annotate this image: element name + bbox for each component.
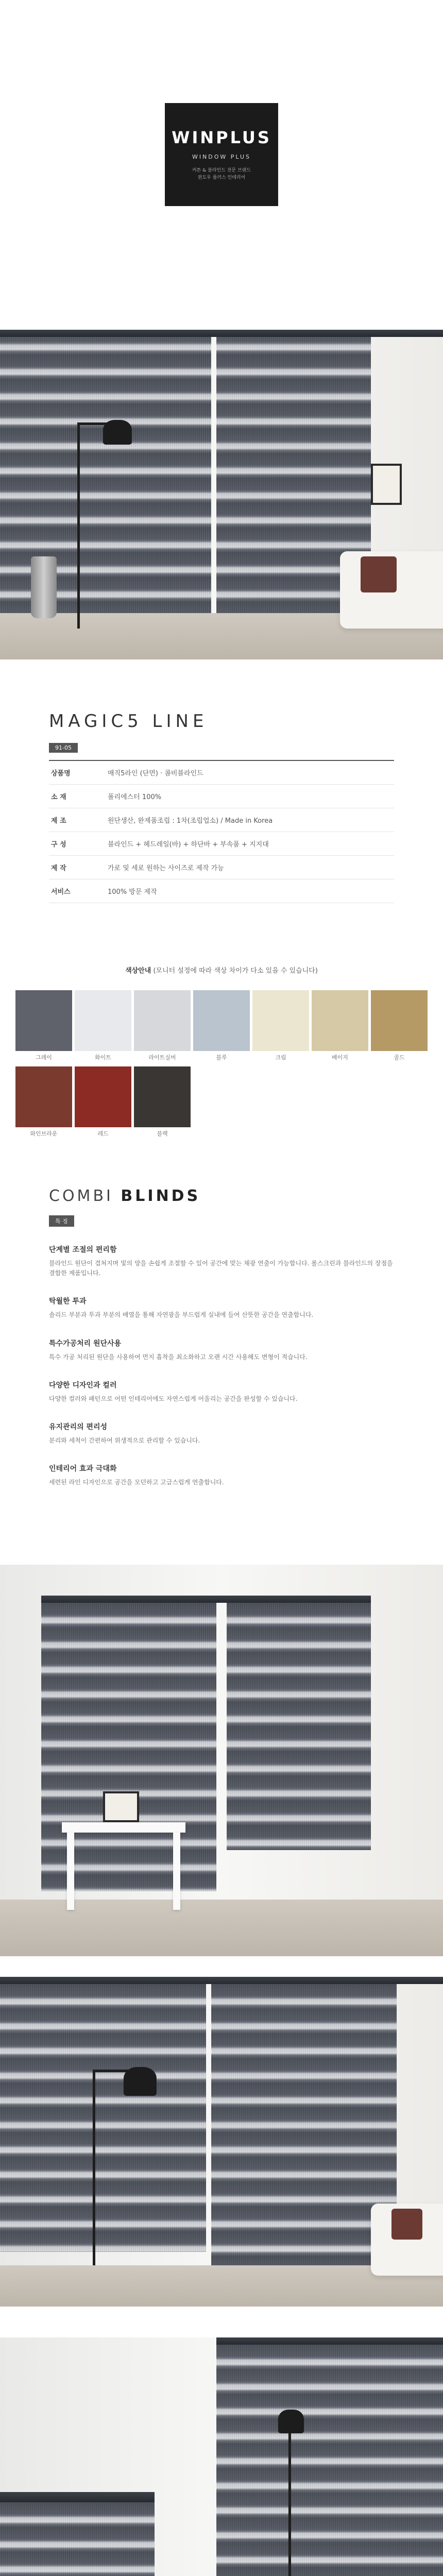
feature-text: 세련된 라인 디자인으로 공간을 모던하고 고급스럽게 연출합니다. xyxy=(49,1479,224,1486)
color-chip xyxy=(193,990,250,1051)
feature-item xyxy=(49,1421,394,1446)
color-chip xyxy=(15,990,72,1051)
feature-item xyxy=(49,1244,394,1278)
blind-image xyxy=(227,1603,371,1850)
color-swatch xyxy=(193,990,250,1064)
lamp-icon xyxy=(124,2067,157,2096)
spec-value: 100% 방문 제작 xyxy=(106,879,394,903)
combi-title-bold: BLINDS xyxy=(121,1187,201,1205)
color-name: 라이트실버 xyxy=(148,1054,176,1061)
spec-row xyxy=(49,879,394,903)
feature-list xyxy=(49,1244,394,1487)
colors-note: (모니터 설정에 따라 색상 차이가 다소 있을 수 있습니다) xyxy=(153,967,318,975)
feature-heading: 탁월한 투과 xyxy=(49,1297,87,1306)
feature-text: 다양한 컬러와 패턴으로 어떤 인테리어에도 자연스럽게 어울리는 공간을 완성할 수 있습니다. xyxy=(49,1395,298,1402)
color-chip xyxy=(252,990,309,1051)
feature-text: 분리와 세척이 간편하여 위생적으로 관리할 수 있습니다. xyxy=(49,1436,200,1444)
color-chip xyxy=(312,990,368,1051)
combi-section xyxy=(0,1187,443,1487)
color-name: 베이지 xyxy=(332,1054,348,1061)
color-swatch xyxy=(252,990,309,1064)
spec-row xyxy=(49,760,394,785)
feature-item xyxy=(49,1296,394,1320)
color-swatch xyxy=(75,990,131,1064)
color-name: 와인브라운 xyxy=(30,1130,58,1137)
color-chip xyxy=(134,1066,191,1127)
color-name: 화이트 xyxy=(95,1054,111,1061)
color-chip xyxy=(371,990,428,1051)
color-swatch xyxy=(75,1066,131,1141)
blind-image xyxy=(216,2345,443,2576)
spec-value: 폴리에스터 100% xyxy=(106,785,394,808)
spec-value: 원단생산, 완제품조립 : 1차(조립업소) / Made in Korea xyxy=(106,808,394,832)
spec-key: 구 성 xyxy=(49,832,106,856)
color-swatch xyxy=(15,1066,72,1141)
lamp-icon xyxy=(103,420,132,445)
spec-key: 서비스 xyxy=(49,879,106,903)
detail-photo xyxy=(0,2337,443,2576)
feature-text: 특수 가공 처리된 원단을 사용하여 먼지 흡착을 최소화하고 오랜 시간 사용해도 변형이 적습니다. xyxy=(49,1353,308,1361)
color-swatch xyxy=(134,1066,191,1141)
blind-image xyxy=(0,1984,206,2252)
feature-item xyxy=(49,1338,394,1362)
product-info xyxy=(0,711,443,903)
brand-desc-line2: 윈도우 플러스 인테리어 xyxy=(197,175,246,180)
color-name: 레드 xyxy=(97,1130,109,1137)
colors-title xyxy=(0,965,443,975)
color-swatch xyxy=(134,990,191,1064)
room-photo-3 xyxy=(0,1977,443,2307)
spec-row xyxy=(49,832,394,856)
color-name: 그레이 xyxy=(36,1054,52,1061)
combi-title-light: COMBI xyxy=(49,1187,113,1205)
feature-heading: 인테리어 효과 극대화 xyxy=(49,1465,117,1473)
brand-logo xyxy=(165,103,278,206)
feature-item xyxy=(49,1463,394,1487)
spec-table xyxy=(49,760,394,903)
feature-heading: 유지관리의 편리성 xyxy=(49,1422,108,1431)
spec-value: 가로 및 세로 원하는 사이즈로 제작 가능 xyxy=(106,856,394,879)
color-swatch xyxy=(15,990,72,1064)
spec-row xyxy=(49,785,394,808)
hero-photo xyxy=(0,330,443,659)
color-chip xyxy=(75,990,131,1051)
spec-key: 상품명 xyxy=(49,760,106,785)
feature-item xyxy=(49,1380,394,1404)
spec-row xyxy=(49,856,394,879)
spec-key: 제 조 xyxy=(49,808,106,832)
color-swatch xyxy=(371,990,428,1064)
room-photo-2 xyxy=(0,1565,443,1956)
color-section xyxy=(0,965,443,1141)
brand-desc xyxy=(192,167,251,181)
feature-heading: 다양한 디자인과 컬러 xyxy=(49,1381,117,1389)
spec-value: 블라인드 + 헤드레일(바) + 하단바 + 부속품 + 지지대 xyxy=(106,832,394,856)
brand-name: WINPLUS xyxy=(172,128,271,147)
spec-value: 매직5라인 (단면) · 콤비블라인드 xyxy=(106,760,394,785)
colors-heading: 색상안내 xyxy=(125,967,151,975)
brand-header xyxy=(0,0,443,330)
feature-text: 솔리드 부분과 투과 부분의 배열을 통해 자연광을 부드럽게 실내에 들여 산뜻한 공간을 연출합니다. xyxy=(49,1311,314,1319)
side-table xyxy=(62,1822,185,1833)
color-name: 크림 xyxy=(275,1054,286,1061)
blind-image xyxy=(211,1984,397,2273)
color-chip xyxy=(75,1066,131,1127)
product-title: MAGIC5 LINE xyxy=(49,711,208,732)
spec-key: 제 작 xyxy=(49,856,106,879)
swatch-grid xyxy=(15,990,428,1141)
color-name: 블랙 xyxy=(157,1130,168,1137)
brand-sub: WINDOW PLUS xyxy=(192,154,251,160)
color-chip xyxy=(134,990,191,1051)
spec-key: 소 재 xyxy=(49,785,106,808)
product-code: 91-05 xyxy=(49,743,78,753)
combi-tag: 특 징 xyxy=(49,1215,74,1227)
color-name: 블루 xyxy=(216,1054,227,1061)
color-swatch xyxy=(312,990,368,1064)
feature-heading: 특수가공처리 원단사용 xyxy=(49,1339,122,1348)
feature-heading: 단계별 조절의 편리함 xyxy=(49,1246,117,1254)
spec-row xyxy=(49,808,394,832)
color-chip xyxy=(15,1066,72,1127)
feature-text: 블라인드 원단이 겹쳐지며 빛의 양을 손쉽게 조절할 수 있어 공간에 맞는 채광 연출이 가능합니다. 롤스크린과 블라인드의 장점을 결합한 제품입니다. xyxy=(49,1260,393,1277)
brand-desc-line1: 커튼 & 블라인드 전문 브랜드 xyxy=(192,168,251,173)
color-name: 골드 xyxy=(394,1054,405,1061)
combi-title xyxy=(49,1187,394,1205)
